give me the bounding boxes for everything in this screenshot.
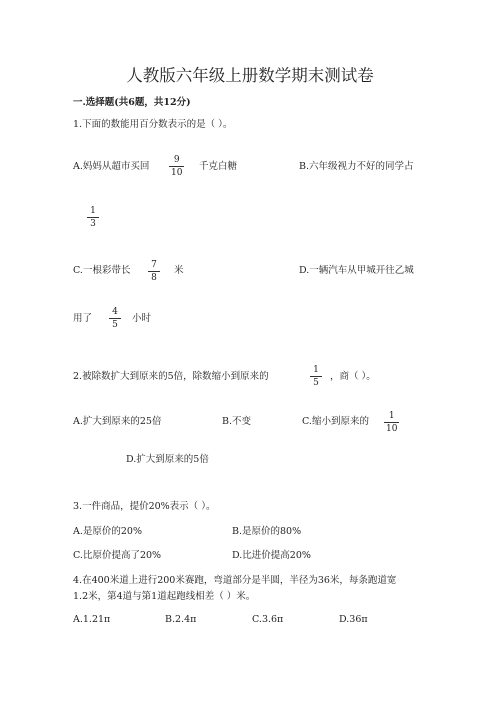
q2-stem-fraction <box>311 365 321 388</box>
q2-stem: 2.被除数扩大到原来的5倍，除数缩小到原来的 <box>73 371 269 382</box>
q1-option-a-fraction <box>170 155 183 178</box>
numerator: 1 <box>90 206 96 216</box>
q3-option-d: D.比进价提高20% <box>232 550 311 561</box>
q3-option-a: A.是原价的20% <box>73 526 142 537</box>
q2-option-a: A.扩大到原来的25倍 <box>73 416 162 427</box>
fraction-bar <box>310 376 322 377</box>
q4-stem-line1: 4.在400米道上进行200米赛跑，弯道部分是半圆，半径为36米，每条跑道宽 <box>73 575 397 586</box>
numerator: 9 <box>173 155 180 165</box>
denominator: 10 <box>171 168 183 178</box>
fraction-bar <box>169 166 184 167</box>
q4-option-d: D.36π <box>339 614 368 625</box>
denominator: 8 <box>151 273 157 283</box>
q2-stem-end: ，商（ ）。 <box>330 371 376 382</box>
q3-stem: 3.一件商品，提价20%表示（ ）。 <box>73 501 216 512</box>
numerator: 1 <box>388 411 395 421</box>
q1-option-d-text: D.一辆汽车从甲城开往乙城 <box>299 265 414 276</box>
q1-option-b-fraction <box>88 206 98 229</box>
q4-stem-line2: 1.2米，第4道与第1道起跑线相差（ ）米。 <box>73 591 256 602</box>
q1-option-d-cont: 用了 <box>73 313 93 324</box>
section-heading: 一.选择题(共6题，共12分) <box>73 97 191 108</box>
q2-option-c-fraction <box>385 411 398 434</box>
q3-option-b: B.是原价的80% <box>232 526 302 537</box>
numerator: 1 <box>313 365 319 375</box>
denominator: 10 <box>386 424 398 434</box>
denominator: 5 <box>112 320 118 330</box>
fraction-bar <box>87 217 99 218</box>
q1-option-a-unit: 千克白糖 <box>199 161 238 172</box>
fraction-bar <box>384 422 399 423</box>
q1-option-d-unit: 小时 <box>132 313 152 324</box>
numerator: 7 <box>151 260 157 270</box>
denominator: 3 <box>90 219 96 229</box>
q1-option-c-fraction <box>149 260 159 283</box>
q1-option-b-text: B.六年级视力不好的同学占 <box>299 161 414 172</box>
denominator: 5 <box>313 378 319 388</box>
q4-option-a: A.1.21π <box>73 614 111 625</box>
q4-option-b: B.2.4π <box>165 614 197 625</box>
q3-option-c: C.比原价提高了20% <box>73 550 162 561</box>
q4-option-c: C.3.6π <box>252 614 284 625</box>
page-title: 人教版六年级上册数学期末测试卷 <box>126 66 374 85</box>
q1-option-a-text: A.妈妈从超市买回 <box>73 161 150 172</box>
q1-option-d-fraction <box>110 307 120 330</box>
fraction-bar <box>148 271 160 272</box>
q1-option-c-unit: 米 <box>174 265 184 276</box>
q1-option-c-text: C.一根彩带长 <box>73 265 131 276</box>
q2-option-b: B.不变 <box>222 416 252 427</box>
q2-option-c-text: C.缩小到原来的 <box>302 416 369 427</box>
numerator: 4 <box>112 307 118 317</box>
fraction-bar <box>109 318 121 319</box>
q2-option-d: D.扩大到原来的5倍 <box>126 454 209 465</box>
q1-stem: 1.下面的数能用百分数表示的是（ ）。 <box>73 119 233 130</box>
